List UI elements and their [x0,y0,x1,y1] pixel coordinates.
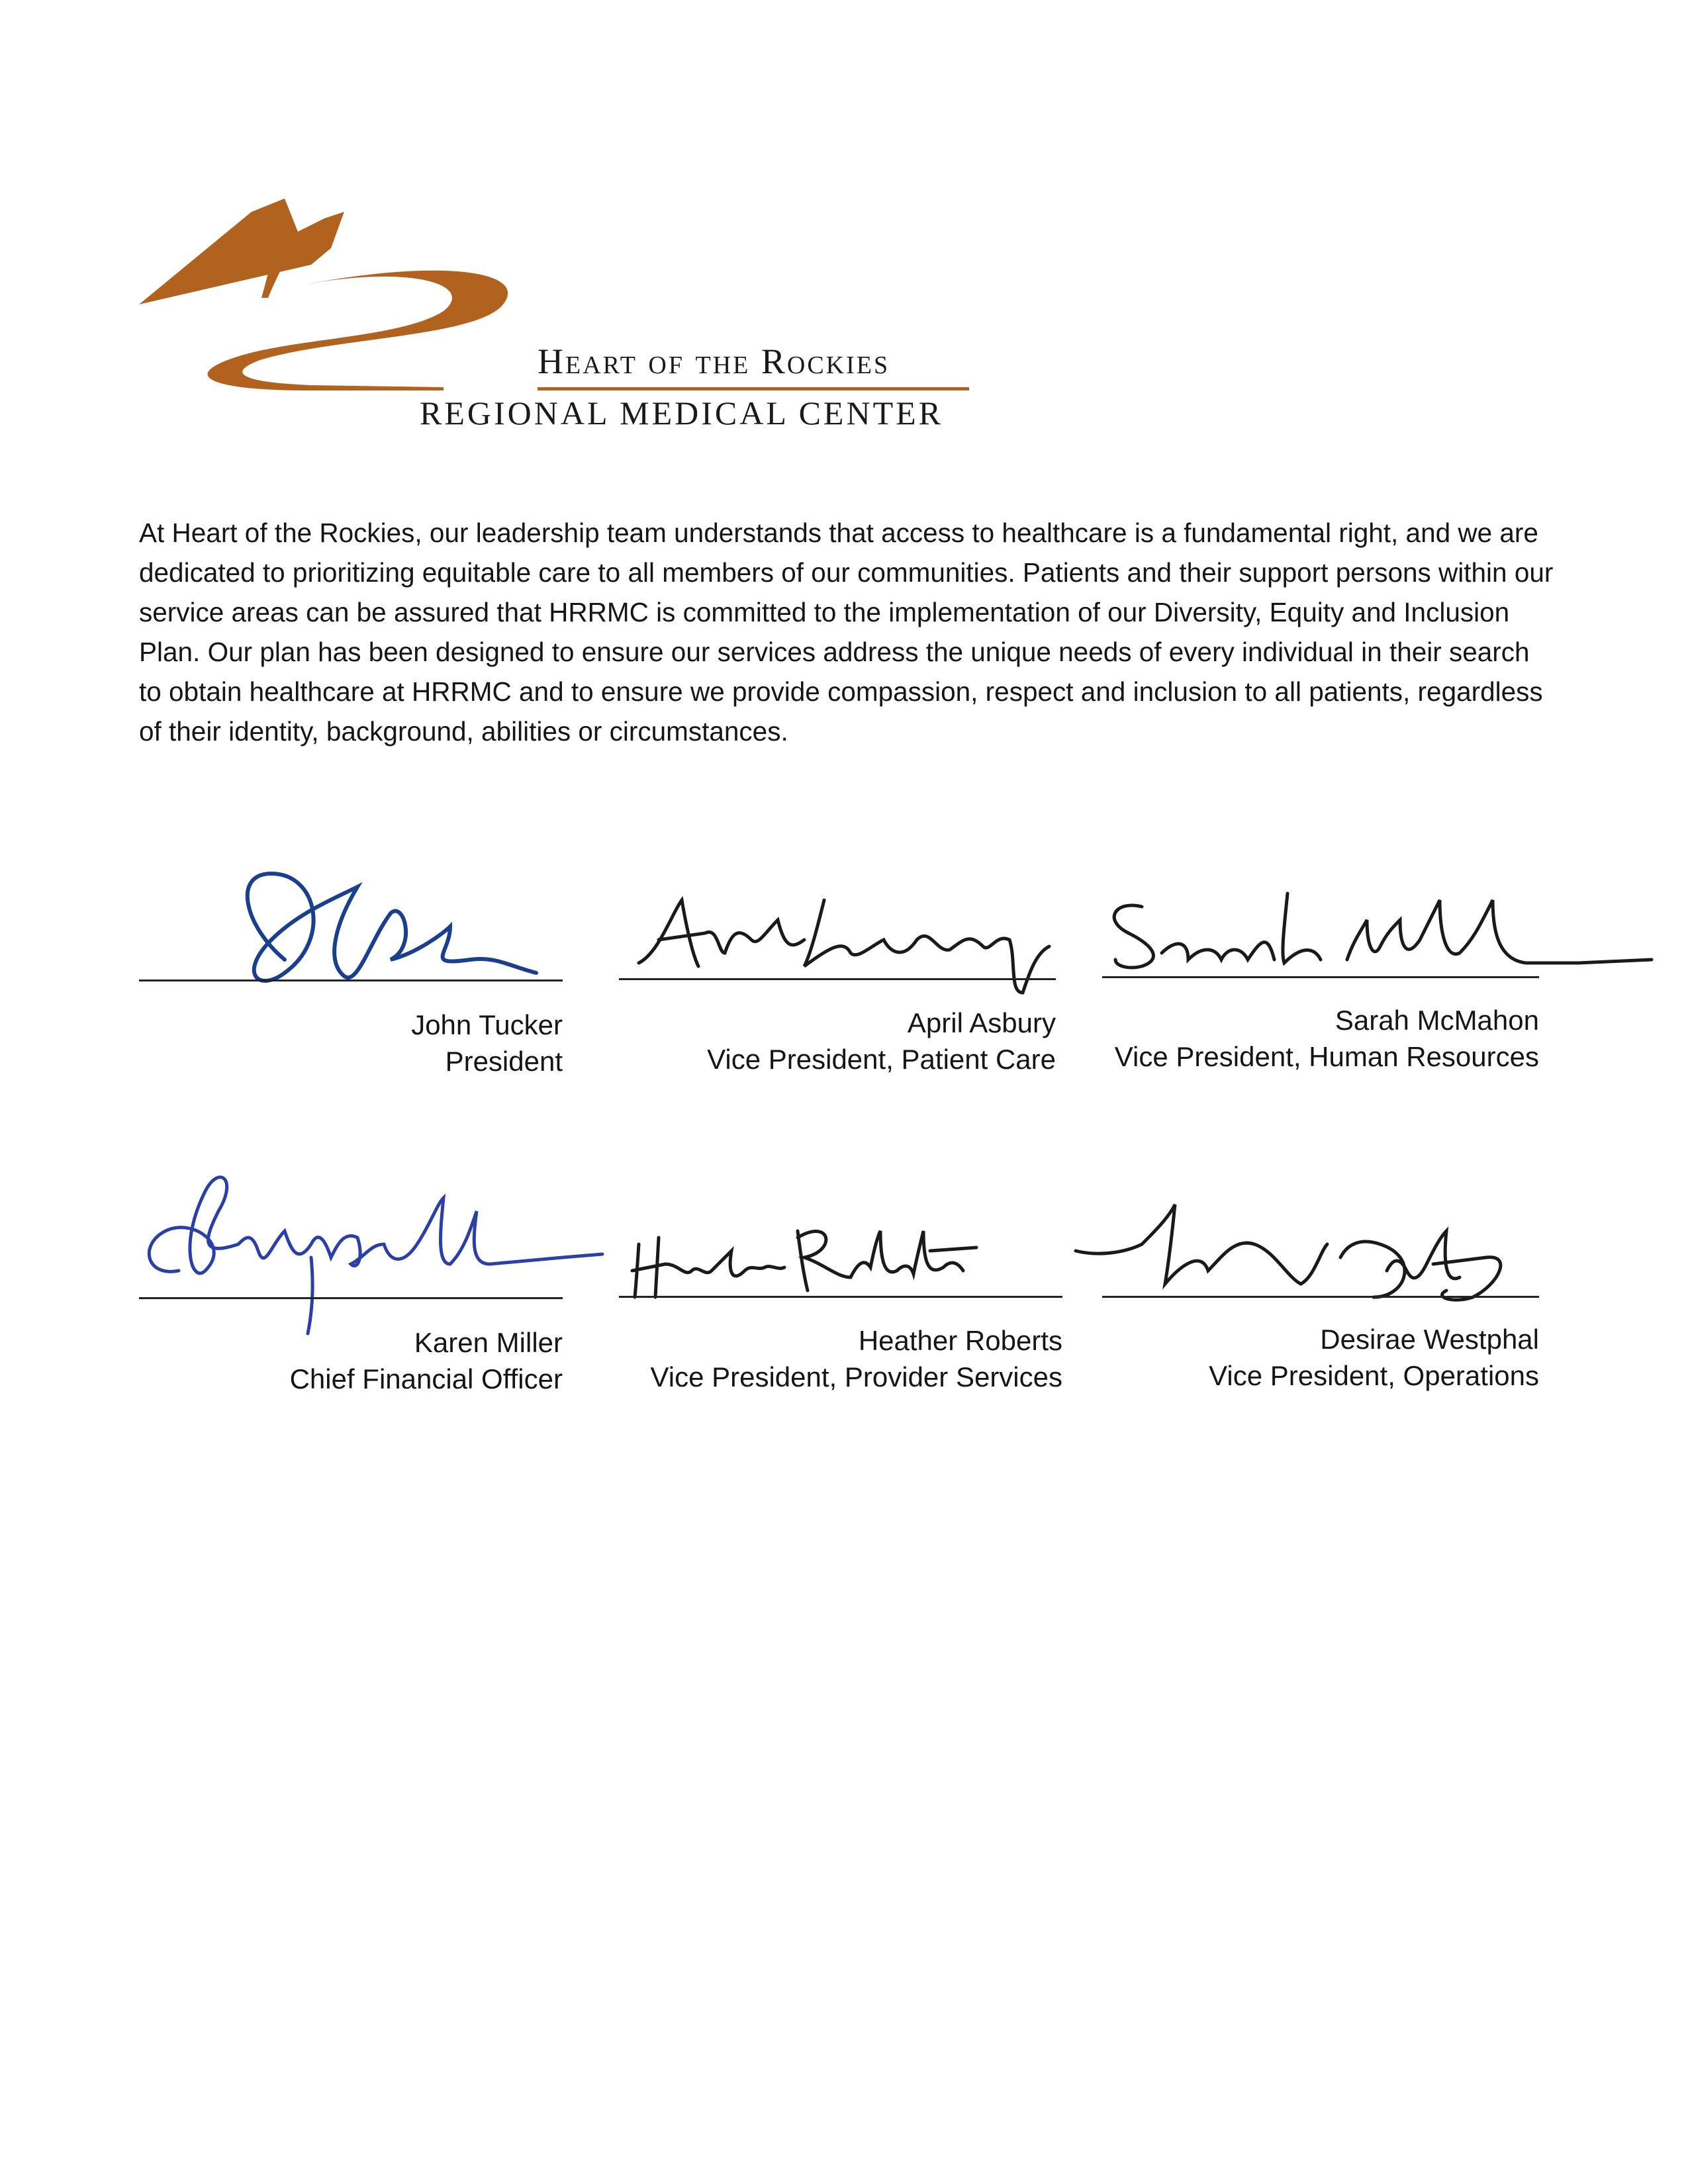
signature-line [619,978,1056,980]
handwritten-signature-icon [139,860,642,1032]
signature-block-john-tucker [139,860,563,1099]
statement-paragraph: At Heart of the Rockies, our leadership team understands that access to healthcare is a fundamental right, and we are dedicated to prioritizing equitable care to all members of our communities. Patients and their support persons within our service areas can be assured that HRRMC is committed to the implementation of our Diversity, Equity and Inclusion Plan. Our plan has been designed to ensure our services address the unique needs of every individual in their search to obtain healthcare at HRRMC and to ensure we provide compassion, respect and inclusion to all patients, regardless of their identity, background, abilities or circumstances. [139,518,1554,747]
handwritten-signature-icon [619,860,1122,1032]
signature-block-desirae-westphal [1102,1165,1539,1403]
signatory-name: Heather Roberts [858,1325,1062,1356]
signature-block-karen-miller [139,1165,563,1403]
handwritten-signature-icon [139,1165,642,1337]
signature-block-sarah-mcmahon [1102,860,1539,1099]
org-name-line1: Heart of the Rockies [538,341,890,381]
signature-line [1102,1296,1539,1298]
signature-line [139,1297,563,1299]
signature-block-april-asbury [619,860,1056,1099]
mountain-swoosh-icon [132,172,596,397]
signatory-title: President [445,1046,563,1077]
signatory-name: April Asbury [907,1007,1056,1038]
signature-line [139,979,563,981]
signatory-title: Chief Financial Officer [289,1363,563,1394]
signatory-title: Vice President, Human Resources [1114,1041,1539,1072]
signature-line [619,1296,1062,1298]
handwritten-signature-icon [619,1165,1122,1337]
letterhead [132,172,943,437]
org-name-line2: REGIONAL MEDICAL CENTER [420,394,943,432]
signatory-name: John Tucker [411,1009,563,1040]
handwritten-signature-icon [1102,1165,1605,1337]
signatory-title: Vice President, Patient Care [707,1044,1056,1075]
signatory-title: Vice President, Operations [1209,1360,1539,1391]
signatory-name: Sarah McMahon [1335,1005,1539,1036]
signature-block-heather-roberts [619,1165,1062,1403]
signatory-name: Desirae Westphal [1320,1324,1539,1355]
signature-line [1102,976,1539,978]
signatory-name: Karen Miller [414,1327,563,1358]
signatory-title: Vice President, Provider Services [650,1361,1062,1392]
org-name-divider [538,387,969,390]
